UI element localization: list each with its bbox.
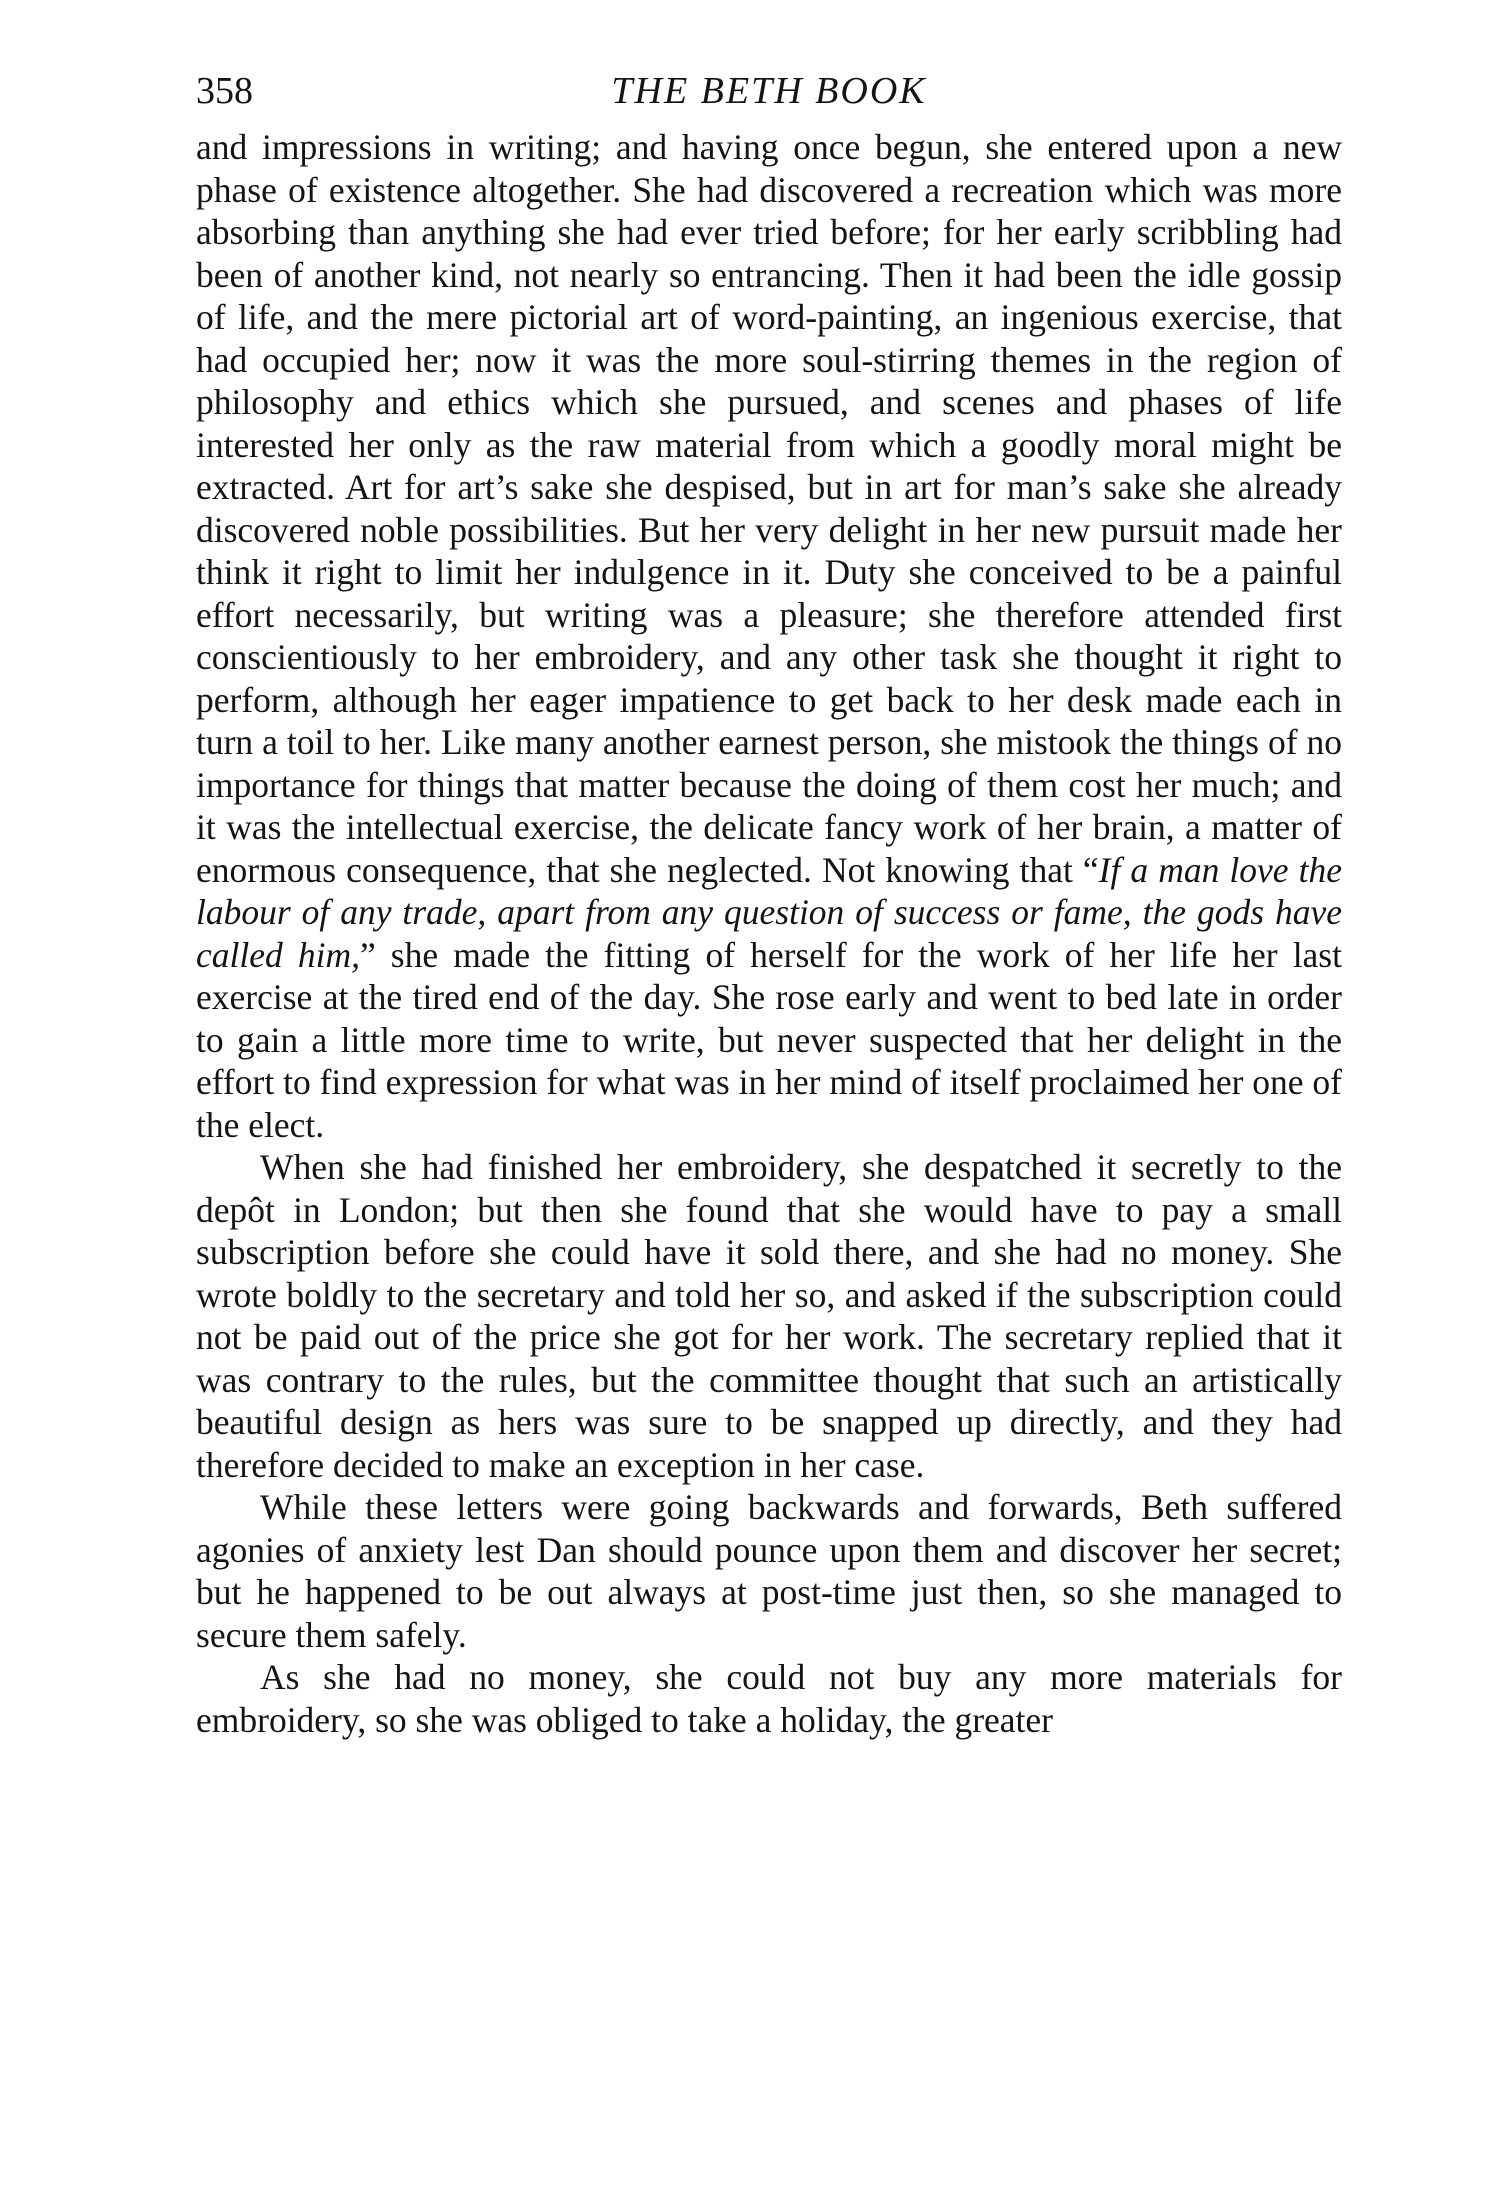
page-number: 358 bbox=[196, 70, 253, 112]
text-segment: and impressions in writing; and having once begun, she entered upon a new phase of existence altogether. She had discovered a recreation which was more absorbing than anything she had ever tried before; for her early scribbling had been of another kind, not nearly so entrancing. Then it had been the idle gossip of life, and the mere pictorial art of word-painting, an ingenious exercise, that had occupied her; now it was the more soul-stirring themes in the region of philosophy and ethics which she pursued, and scenes and phases of life interested her only as the raw material from which a goodly moral might be extracted. Art for art’s sake she despised, but in art for man’s sake she already discovered noble possibilities. But her very delight in her new pursuit made her think it right to limit her indulgence in it. Duty she conceived to be a painful effort necessarily, but writing was a pleasure; she therefore attended first conscientiously to her embroidery, and any other task she thought it right to perform, although her eager impatience to get back to her desk made each in turn a toil to her. Like many another earnest person, she mistook the things of no importance for things that matter because the doing of them cost her much; and it was the intellectual exercise, the delicate fancy work of her brain, a matter of enormous consequence, that she neglected. Not knowing that “ bbox=[196, 127, 1342, 890]
page-header bbox=[196, 62, 1342, 120]
paragraph bbox=[196, 1146, 1342, 1486]
italic-quotation: If a man love the labour of any trade, apart from any question of success or fame, the gods have called him, bbox=[196, 849, 1342, 975]
book-page bbox=[196, 62, 1342, 1741]
paragraph bbox=[196, 1486, 1342, 1656]
text-segment: While these letters were going backwards and forwards, Beth suffered agonies of anxiety lest Dan should pounce upon them and discover her secret; but he happened to be out always at post-time just then, so she managed to secure them safely. bbox=[196, 1487, 1342, 1655]
body-text bbox=[196, 126, 1342, 1741]
text-segment: When she had finished her embroidery, she despatched it secretly to the depôt in London; but then she found that she would have to pay a small subscription before she could have it sold there, and she had no money. She wrote boldly to the secretary and told her so, and asked if the subscription could not be paid out of the price she got for her work. The secretary replied that it was contrary to the rules, but the committee thought that such an artistically beautiful design as hers was sure to be snapped up directly, and they had therefore decided to make an exception in her case. bbox=[196, 1147, 1342, 1485]
text-segment: ” she made the fitting of herself for the work of her life her last exercise at the tired end of the day. She rose early and went to bed late in order to gain a little more time to write, but never suspected that her delight in the effort to find expression for what was in her mind of itself proclaimed her one of the elect. bbox=[196, 934, 1342, 1145]
paragraph bbox=[196, 126, 1342, 1146]
text-segment: As she had no money, she could not buy any more materials for embroidery, so she was obliged to take a holiday, the greater bbox=[196, 1657, 1342, 1740]
running-head: THE BETH BOOK bbox=[611, 70, 927, 112]
paragraph bbox=[196, 1656, 1342, 1741]
